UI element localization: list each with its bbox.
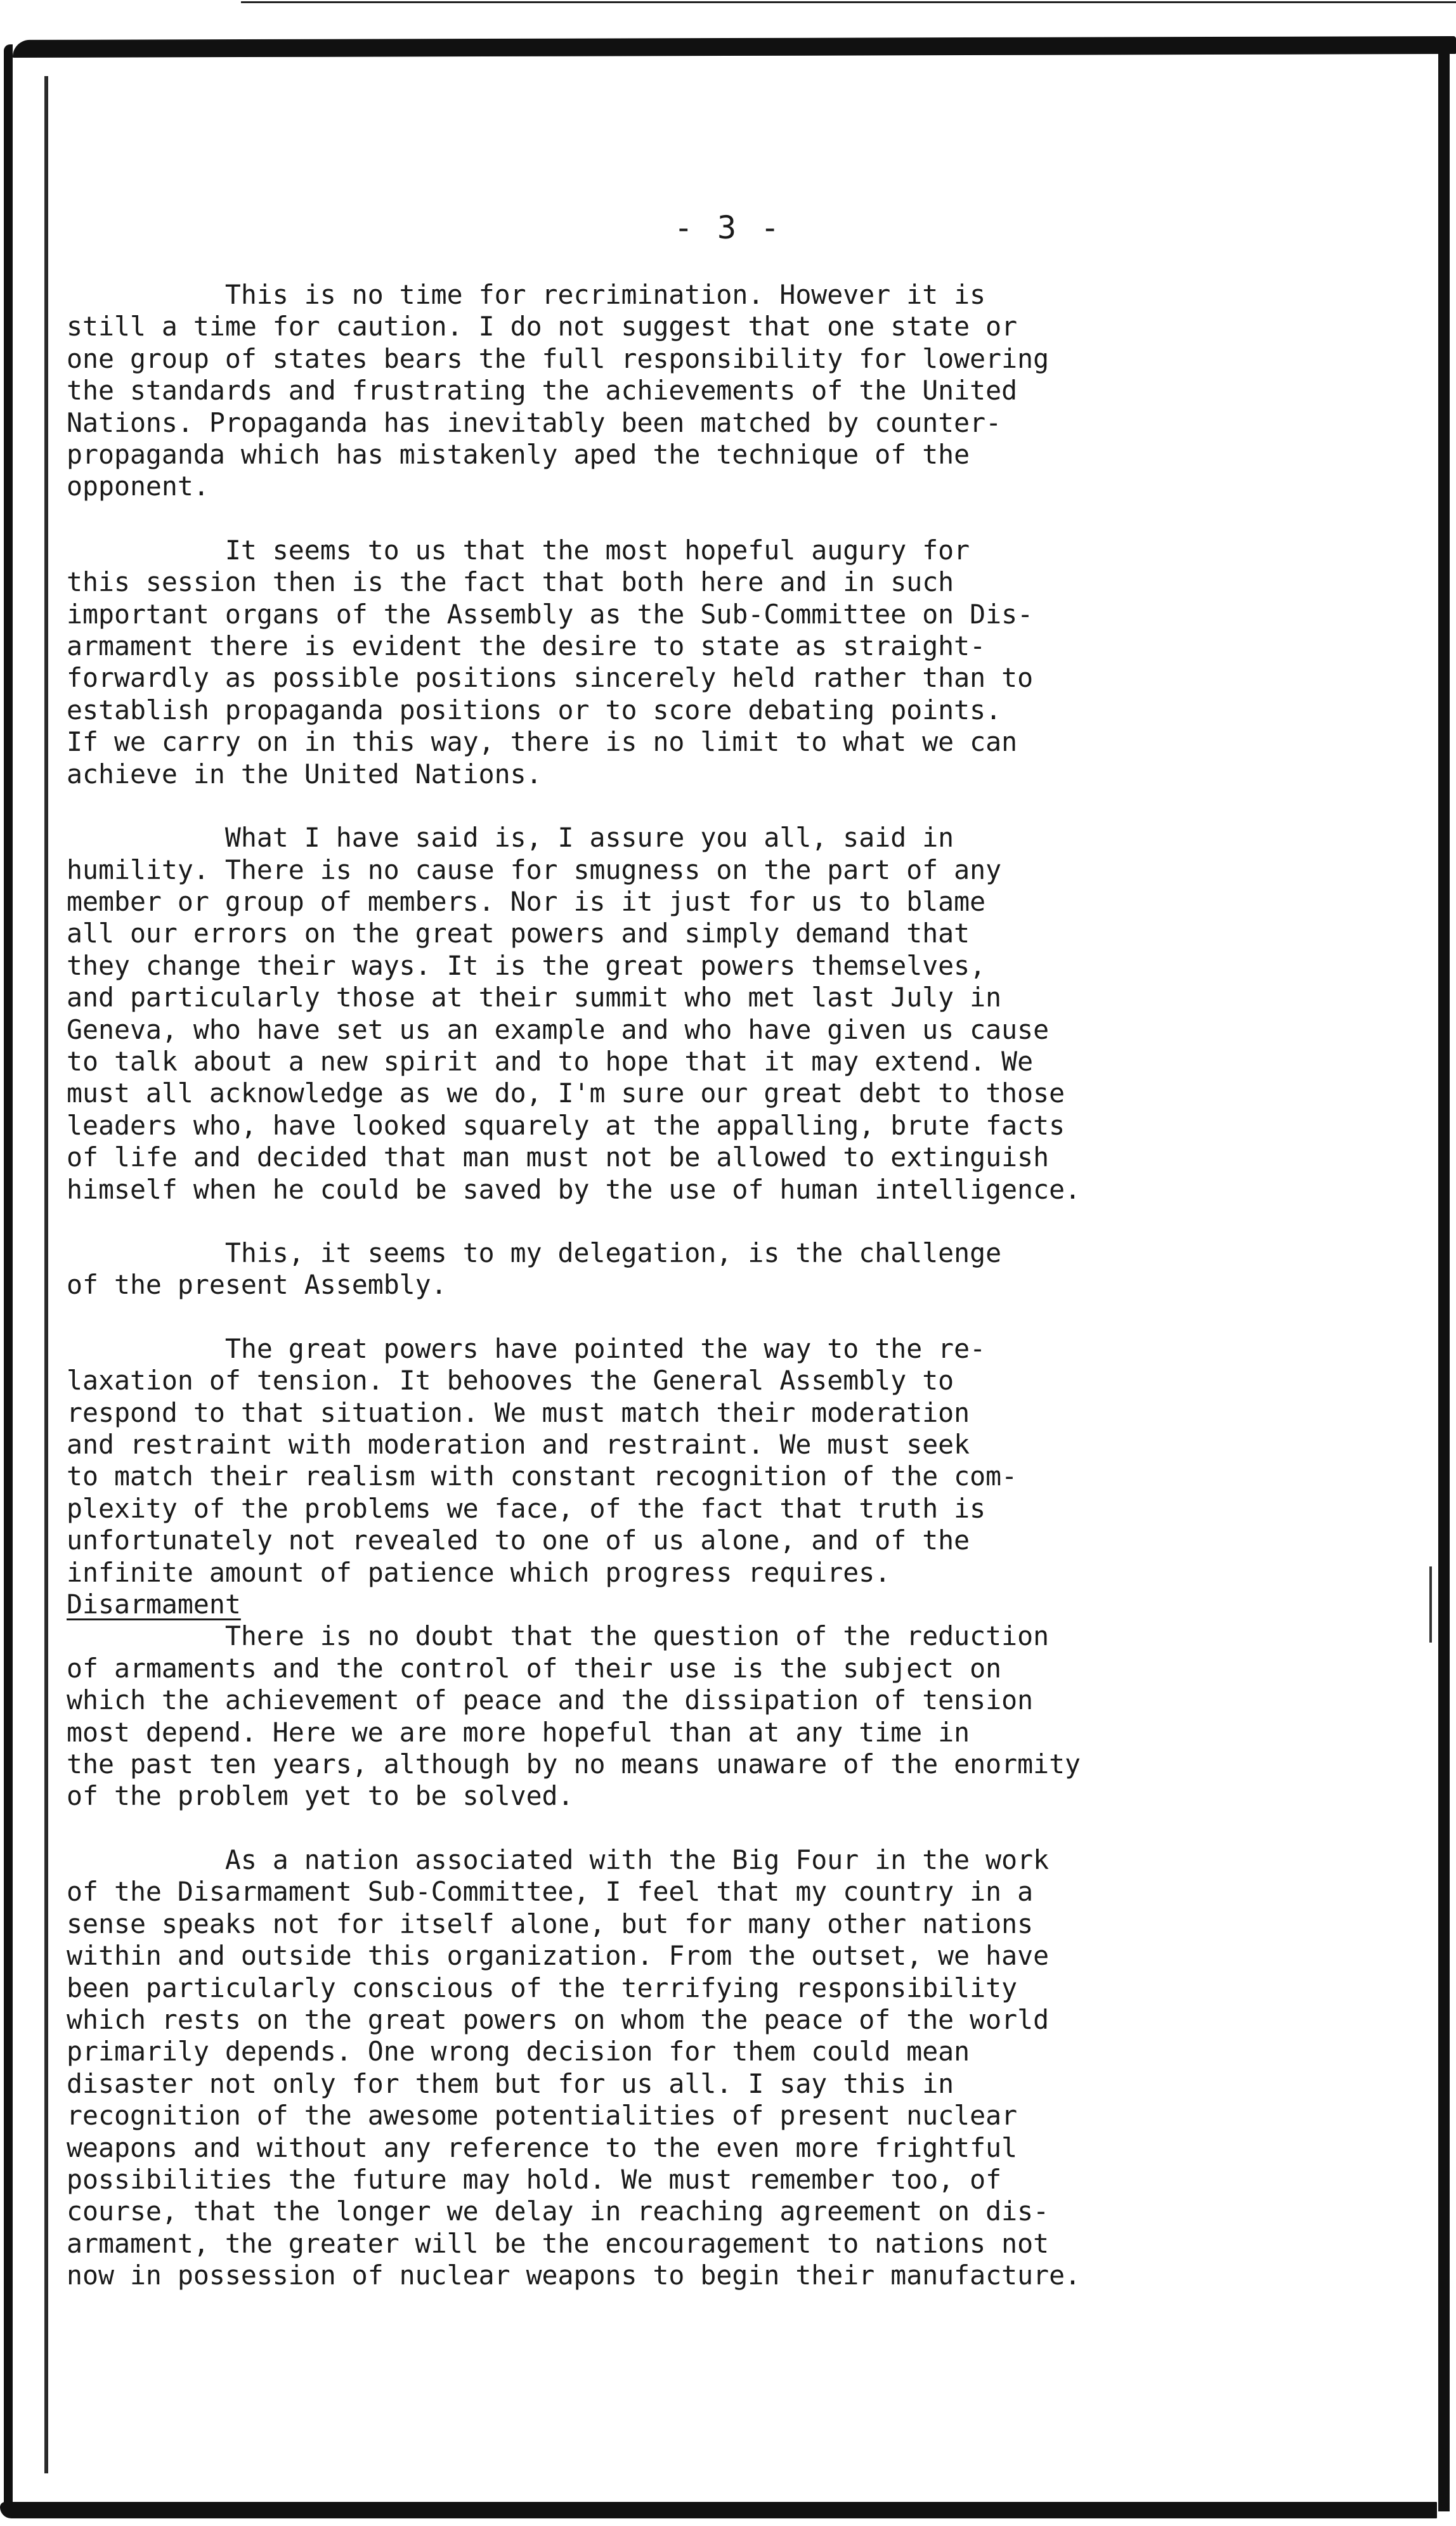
paragraph: This, it seems to my delegation, is the challenge of the present Assembly. (67, 1237, 1002, 1301)
section-heading: Disarmament (67, 1589, 241, 1620)
paragraph: It seems to us that the most hopeful augury for this session then is the fact that both here and in such important organs of the Assembly as the Sub-Committee on Dis- armament there is evident the desire to state as straight- forwardly as possible positions sincerely held rather than to establish propaganda positions or to score debating points. If we carry on in this way, there is no limit to what we can achieve in the United Nations. (67, 534, 1034, 790)
page-border-bottom (0, 2502, 1437, 2518)
page-border-right (1438, 44, 1450, 2511)
paragraph: There is no doubt that the question of the reduction of armaments and the control of their use is the subject on which the achievement of peace and the dissipation of tension most depend. Here we are more hopeful than at any time in the past ten years, although by no means unaware of the enormity of the problem yet to be solved. (67, 1620, 1081, 1812)
paragraph: The great powers have pointed the way to the re- laxation of tension. It behooves the General Assembly to respond to that situation. We must match their moderation and restraint with moderation and restraint. We must seek to match their realism with constant recognition of the com- plexity of the problems we face, of the fact that truth is unfortunately not revealed to one of us alone, and of the infinite amount of patience which progress requires. (67, 1332, 1018, 1588)
paragraph: This is no time for recrimination. However it is still a time for caution. I do not suggest that one state or one group of states bears the full responsibility for lowering the standards and frustrating the achievements of the United Nations. Propaganda has inevitably been matched by counter- propaganda which has mistakenly aped the technique of the opponent. (67, 279, 1050, 502)
page-margin-line (44, 76, 48, 2473)
top-hairline (241, 1, 1456, 3)
margin-mark (1429, 1566, 1432, 1643)
paragraph: What I have said is, I assure you all, said in humility. There is no cause for smugness on the part of any member or group of members. Nor is it just for us to blame all our errors on the great powers and simply demand that they change their ways. It is the great powers themselves, and particularly those at their summit who met last July in Geneva, who have set us an example and who have given us cause to talk about a new spirit and to hope that it may extend. We must all acknowledge as we do, I'm sure our great debt to those leaders who, have looked squarely at the appalling, brute facts of life and decided that man must not be allowed to extinguish himself when he could be saved by the use of human intelligence. (67, 822, 1081, 1205)
page-number: - 3 - (673, 209, 783, 246)
page-border-top (13, 36, 1456, 58)
page-border-left (4, 44, 13, 2511)
document-body (67, 279, 1335, 2324)
paragraph: As a nation associated with the Big Four in the work of the Disarmament Sub-Committee, I feel that my country in a sense speaks not for itself alone, but for many other nations within and outside this organization. From the outset, we have been particularly conscious of the terrifying responsibility which rests on the great powers on whom the peace of the world primarily depends. One wrong decision for them could mean disaster not only for them but for us all. I say this in recognition of the awesome potentialities of present nuclear weapons and without any reference to the even more frightful possibilities the future may hold. We must remember too, of course, that the longer we delay in reaching agreement on dis- armament, the greater will be the encouragement to nations not now in possession of nuclear weapons to begin their manufacture. (67, 1844, 1081, 2291)
